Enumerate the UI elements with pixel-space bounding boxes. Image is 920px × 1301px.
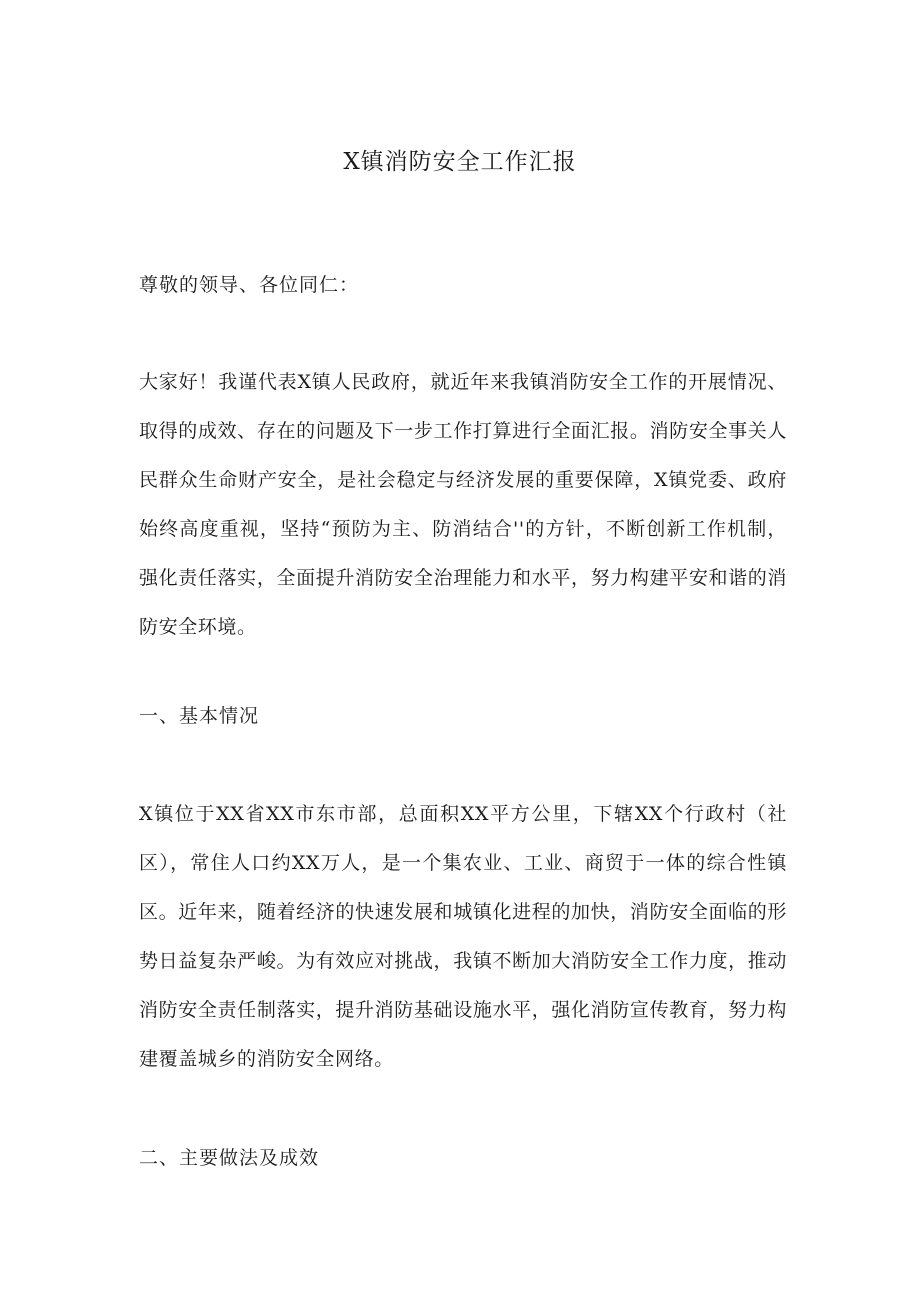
- greeting: 尊敬的领导、各位同仁：: [139, 274, 360, 296]
- intro-paragraph: 大家好！我谨代表X镇人民政府，就近年来我镇消防安全工作的开展情况、取得的成效、存在的问题及下一步工作打算进行全面汇报。消防安全事关人民群众生命财产安全，是社会稳定与经济发展的重要保障，X镇党委、政府始终高度重视，坚持“预防为主、防消结合''的方针，不断创新工作机制，强化责任落实，全面提升消防安全治理能力和水平，努力构建平安和谐的消防安全环境。: [139, 371, 787, 638]
- section-heading-main-practices: 二、主要做法及成效: [139, 1147, 320, 1169]
- basic-situation-paragraph: X镇位于XX省XX市东市部，总面积XX平方公里，下辖XX个行政村（社区），常住人口约XX万人，是一个集农业、工业、商贸于一体的综合性镇区。近年来，随着经济的快速发展和城镇化进程的加快，消防安全面临的形势日益复杂严峻。为有效应对挑战，我镇不断加大消防安全工作力度，推动消防安全责任制落实，提升消防基础设施水平，强化消防宣传教育，努力构建覆盖城乡的消防安全网络。: [139, 803, 787, 1070]
- document-title: X镇消防安全工作汇报: [343, 149, 577, 175]
- section-heading-basic-situation: 一、基本情况: [139, 705, 260, 727]
